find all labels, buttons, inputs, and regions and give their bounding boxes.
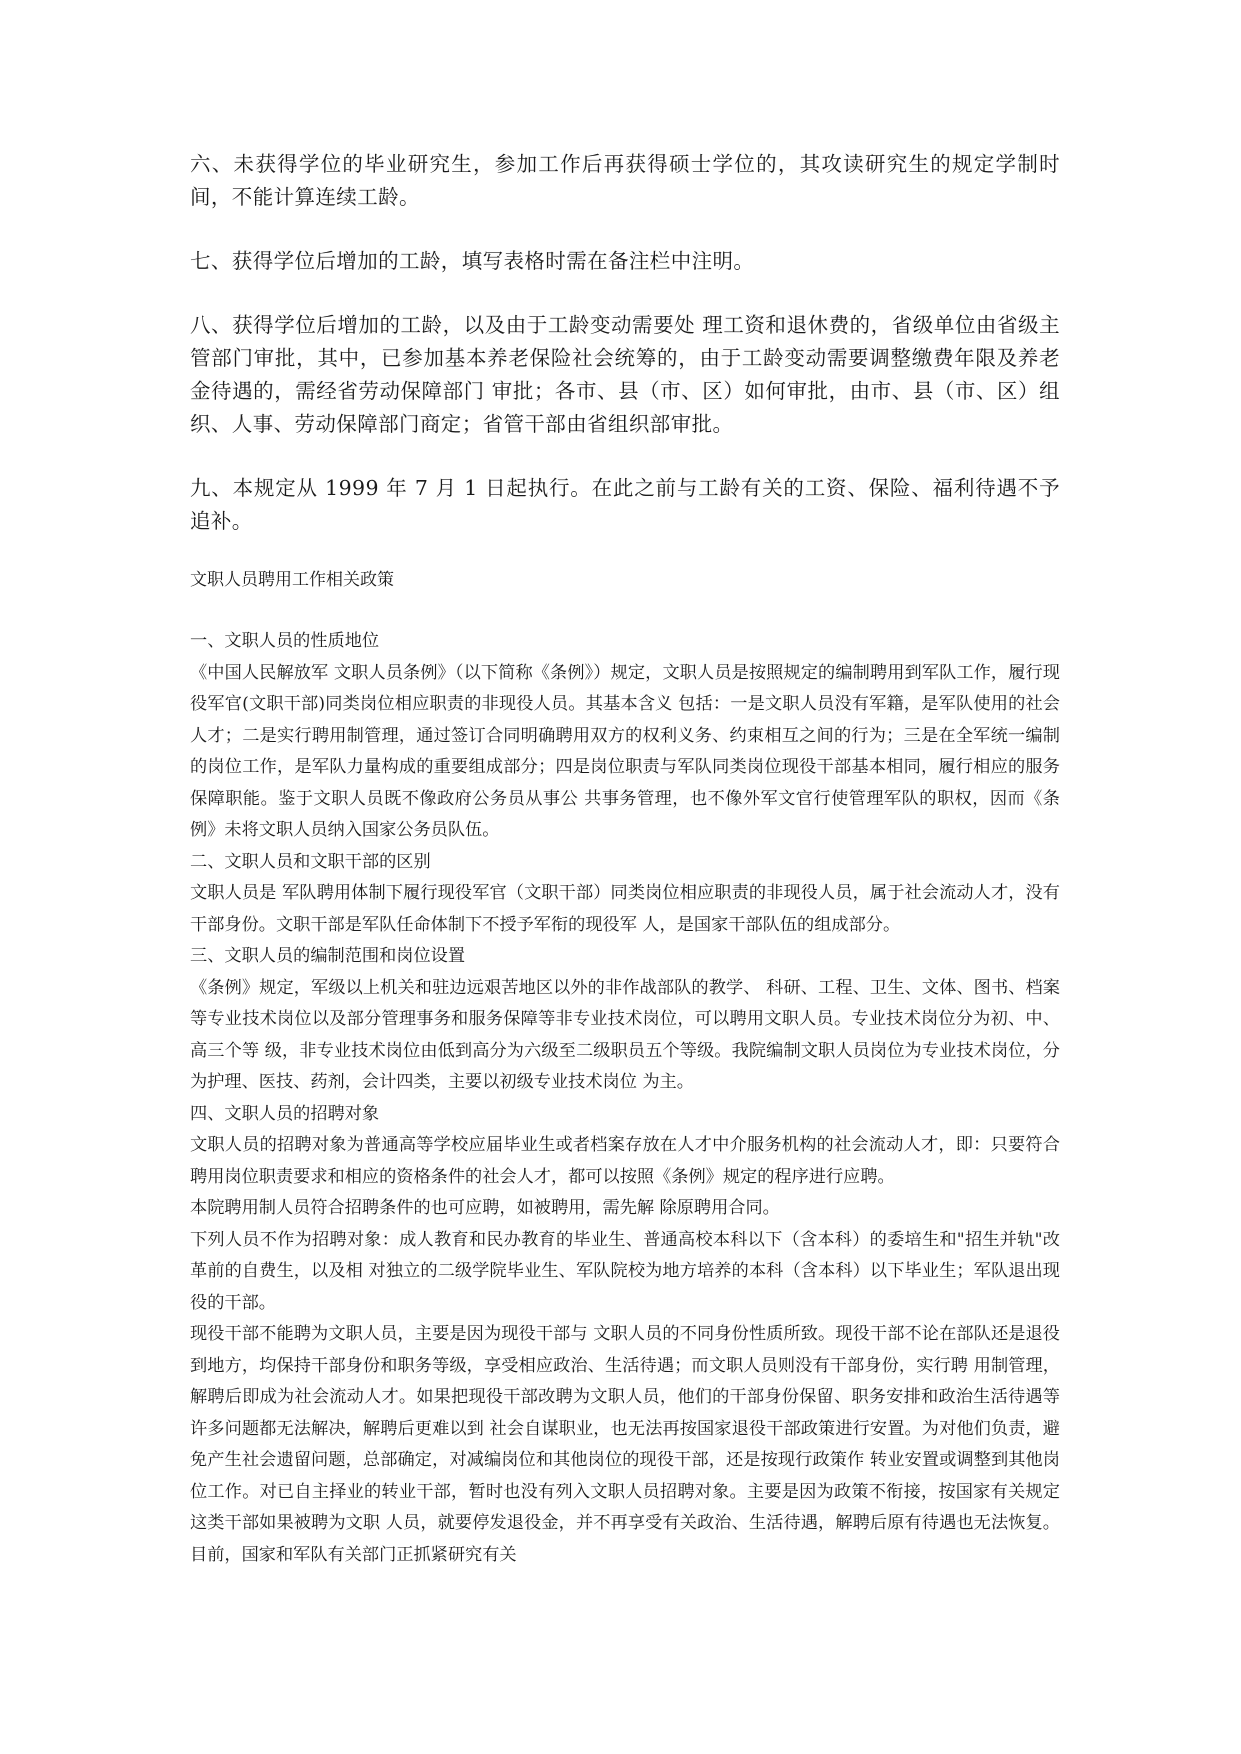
clause-seven: 七、获得学位后增加的工龄，填写表格时需在备注栏中注明。 (190, 249, 755, 273)
paragraph-excluded-persons: 下列人员不作为招聘对象：成人教育和民办教育的毕业生、普通高校本科以下（含本科）的委培生和"招生并轨"改革前的自费生，以及相 对独立的二级学院毕业生、军队院校为地方培养的本科（含本科）以下毕业生；军队退出现役的干部。 (190, 1229, 1060, 1313)
paragraph-active-officers: 现役干部不能聘为文职人员，主要是因为现役干部与 文职人员的不同身份性质所致。现役干部不论在部队还是退役到地方，均保持干部身份和职务等级，享受相应政治、生活待遇；而文职人员则没有干部身份，实行聘 用制管理，解聘后即成为社会流动人才。如果把现役干部改聘为文职人员，他们的干部身份保留、职务安排和政治生活待遇等许多问题都无法解决，解聘后更难以到 社会自谋职业，也无法再按国家退役干部政策进行安置。为对他们负责，避免产生社会遗留问题，总部确定，对减编岗位和其他岗位的现役干部，还是按现行政策作 转业安置或调整到其他岗位工作。对已自主择业的转业干部，暂时也没有列入文职人员招聘对象。主要是因为政策不衔接，按国家有关规定这类干部如果被聘为文职 人员，就要停发退役金，并不再享受有关政治、生活待遇，解聘后原有待遇也无法恢复。目前，国家和军队有关部门正抓紧研究有关 (190, 1324, 1060, 1565)
heading-nature-status: 一、文职人员的性质地位 (190, 631, 380, 651)
heading-difference: 二、文职人员和文职干部的区别 (190, 851, 431, 872)
paragraph-scope-positions: 《条例》规定，军级以上机关和驻边远艰苦地区以外的非作战部队的教学、 科研、工程、卫生、文体、图书、档案等专业技术岗位以及部分管理事务和服务保障等非专业技术岗位，可以聘用文职人员。专业技术岗位分为初、中、高三个等 级，非专业技术岗位由低到高分为六级至二级职员五个等级。我院编制文职人员岗位为专业技术岗位，分为护理、医技、药剂，会计四类，主要以初级专业技术岗位 为主。 (190, 977, 1060, 1092)
paragraph-difference: 文职人员是 军队聘用体制下履行现役军官（文职干部）同类岗位相应职责的非现役人员，属于社会流动人才，没有干部身份。文职干部是军队任命体制下不授予军衔的现役军 人，是国家干部队伍的组成部分。 (190, 883, 1060, 935)
heading-recruitment-targets: 四、文职人员的招聘对象 (190, 1103, 380, 1124)
policy-body (190, 626, 1060, 1571)
section-title: 文职人员聘用工作相关政策 (190, 570, 394, 590)
clause-six: 六、未获得学位的毕业研究生，参加工作后再获得硕士学位的，其攻读研究生的规定学制时间，不能计算连续工龄。 (190, 152, 1060, 209)
paragraph-recruitment-targets: 文职人员的招聘对象为普通高等学校应届毕业生或者档案存放在人才中介服务机构的社会流动人才，即：只要符合 聘用岗位职责要求和相应的资格条件的社会人才，都可以按照《条例》规定的程序进行应聘。 (190, 1135, 1060, 1187)
clause-nine: 九、本规定从 1999 年 7 月 1 日起执行。在此之前与工龄有关的工资、保险、福利待遇不予追补。 (190, 476, 1060, 533)
paragraph-internal-staff: 本院聘用制人员符合招聘条件的也可应聘，如被聘用，需先解 除原聘用合同。 (190, 1198, 780, 1218)
heading-scope-positions: 三、文职人员的编制范围和岗位设置 (190, 946, 466, 966)
paragraph-nature-status: 《中国人民解放军 文职人员条例》（以下简称《条例》）规定，文职人员是按照规定的编制聘用到军队工作，履行现役军官(文职干部)同类岗位相应职责的非现役人员。其基本含义 包括：一是文职人员没有军籍，是军队使用的社会人才；二是实行聘用制管理，通过签订合同明确聘用双方的权利义务、约束相互之间的行为；三是在全军统一编制 的岗位工作，是军队力量构成的重要组成部分；四是岗位职责与军队同类岗位现役干部基本相同，履行相应的服务保障职能。鉴于文职人员既不像政府公务员从事公 共事务管理，也不像外军文官行使管理军队的职权，因而《条例》未将文职人员纳入国家公务员队伍。 (190, 662, 1060, 840)
regulation-clauses (190, 148, 1060, 569)
clause-eight: 八、获得学位后增加的工龄，以及由于工龄变动需要处 理工资和退休费的，省级单位由省级主管部门审批，其中，已参加基本养老保险社会统筹的，由于工龄变动需要调整缴费年限及养老金待遇的，需经省劳动保障部门 审批；各市、县（市、区）如何审批，由市、县（市、区）组织、人事、劳动保障部门商定；省管干部由省组织部审批。 (190, 313, 1060, 436)
